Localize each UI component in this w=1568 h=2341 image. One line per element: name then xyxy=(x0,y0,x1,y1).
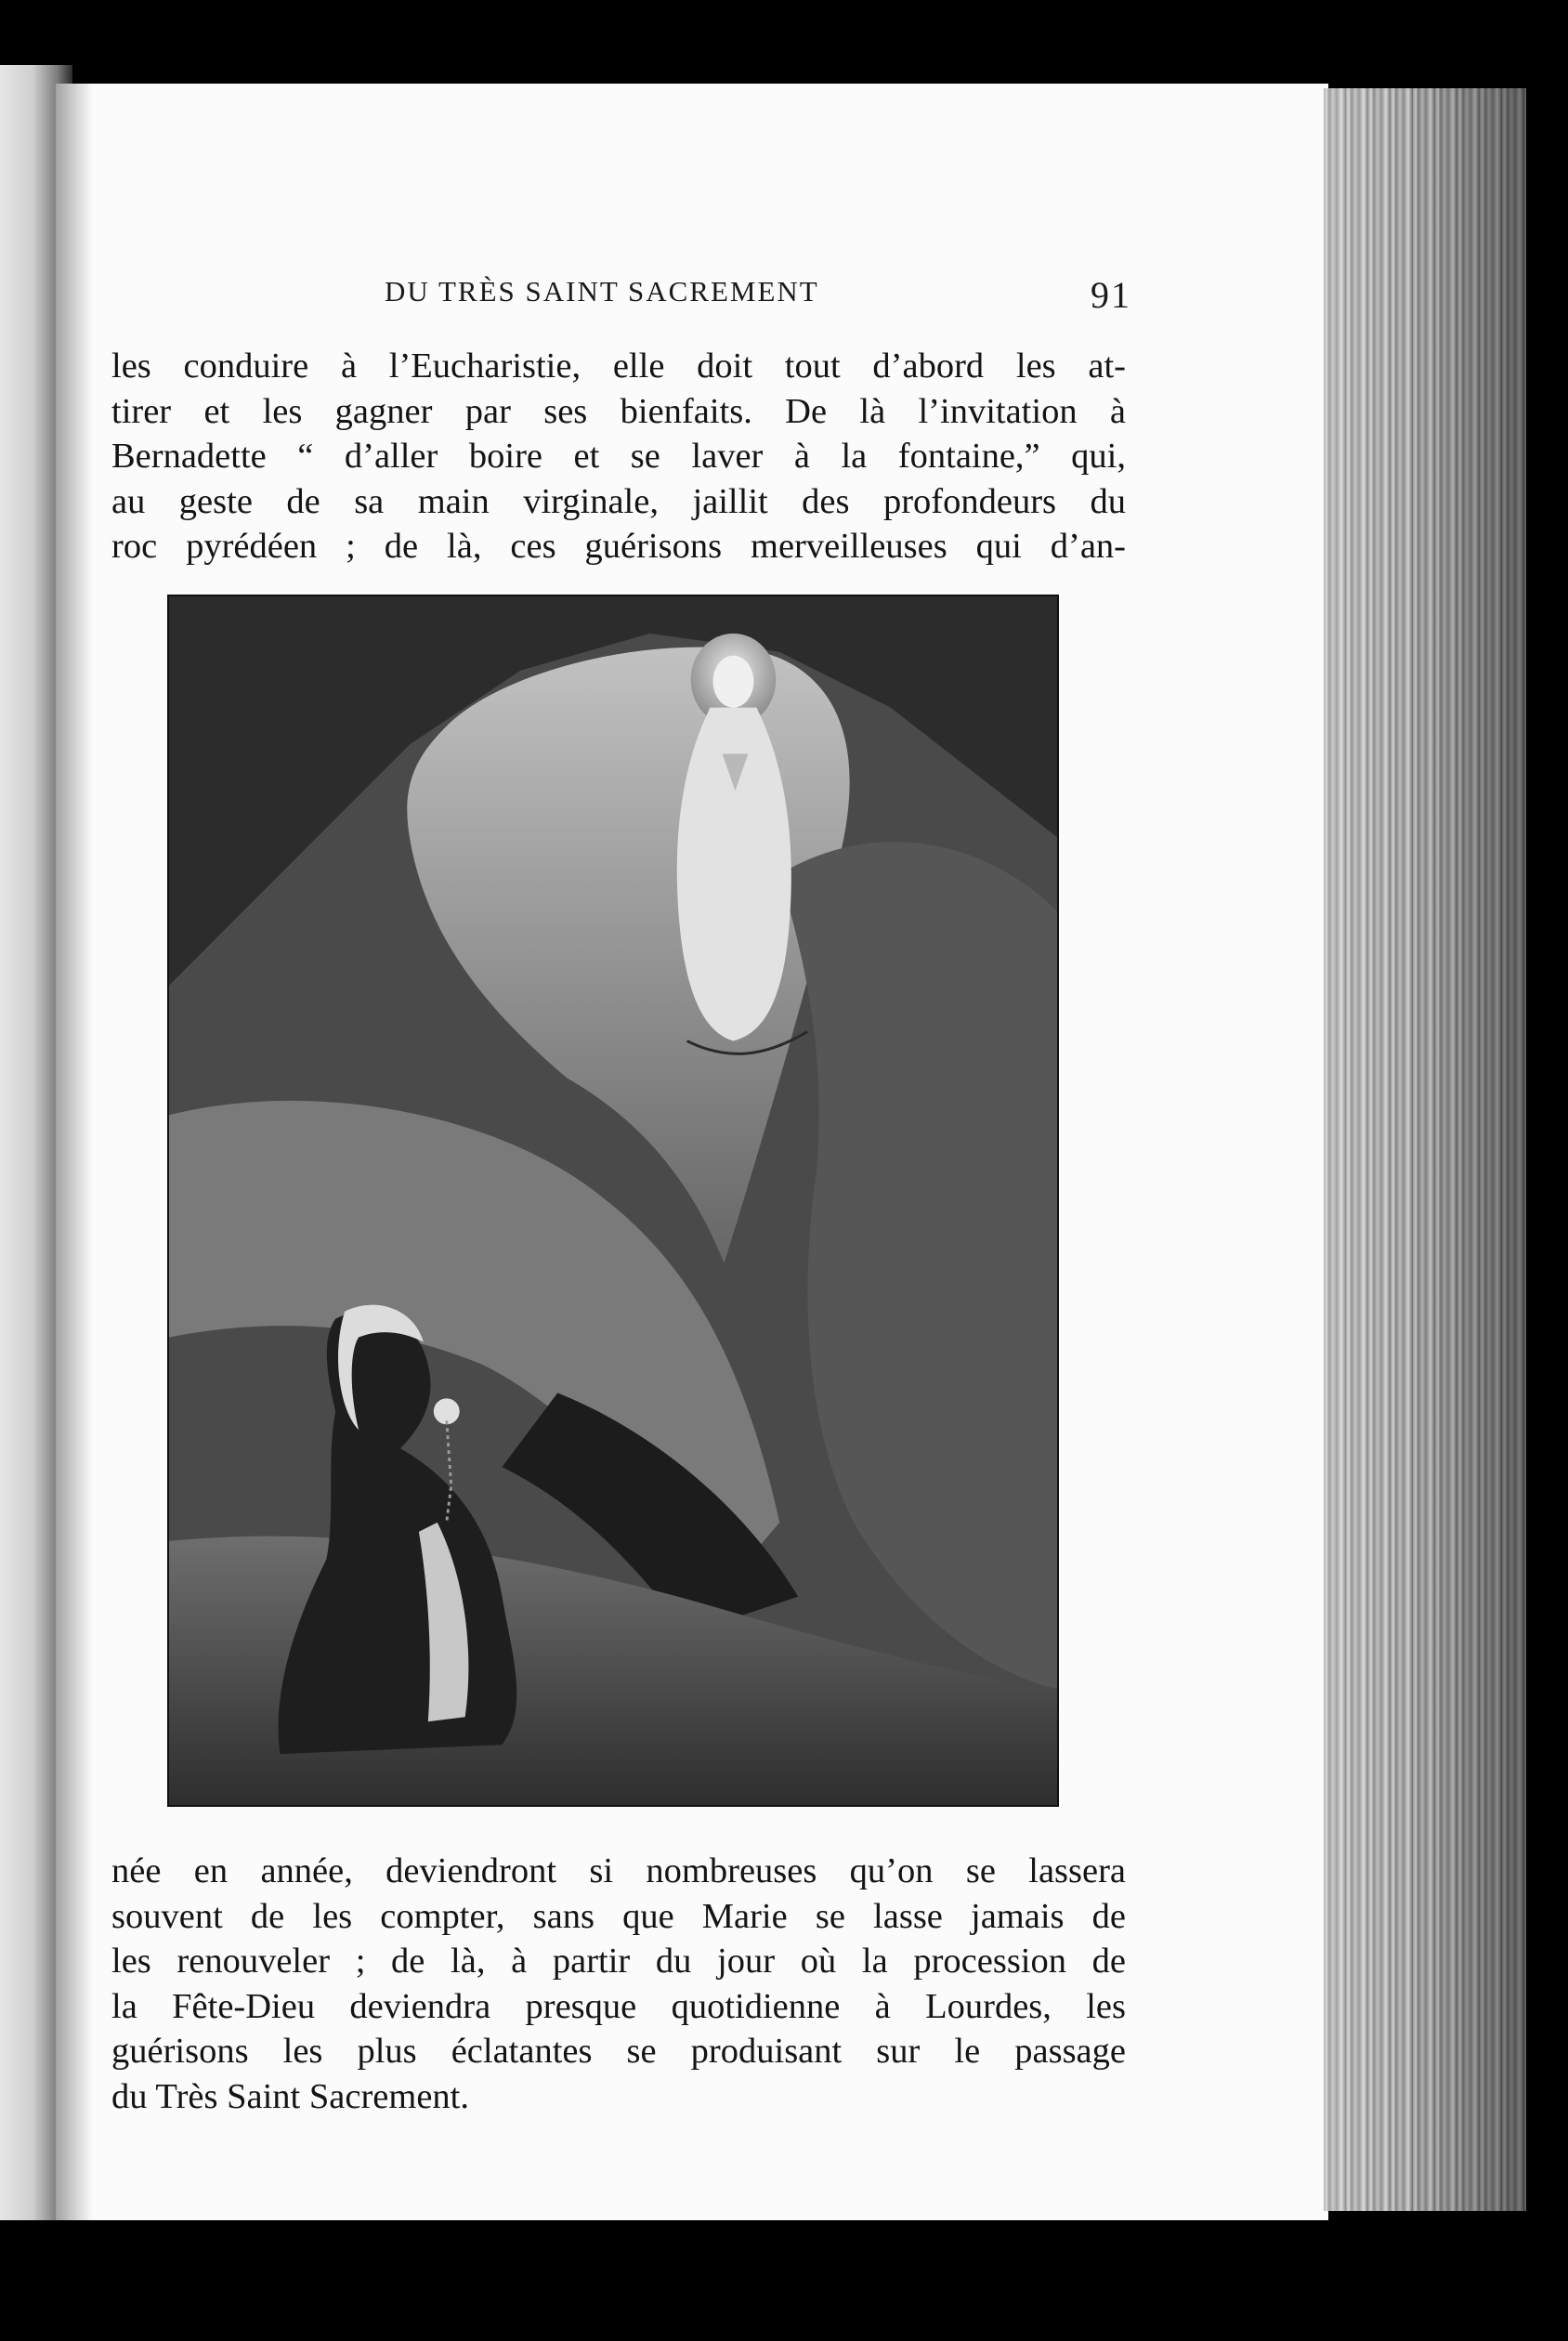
illustration-apparition-grotto xyxy=(167,595,1059,1807)
gutter-shadow xyxy=(56,84,93,2220)
text-line: les conduire à l’Eucharistie, elle doit tout d’abord les at- xyxy=(111,347,1126,386)
paragraph-bottom xyxy=(111,1849,1126,2119)
text-line: la Fête-Dieu deviendra presque quotidienne à Lourdes, les xyxy=(111,1986,1126,2026)
paragraph-top xyxy=(111,344,1126,569)
text-line: souvent de les compter, sans que Marie se lasse jamais de xyxy=(111,1896,1126,1936)
text-line: guérisons les plus éclatantes se produisant sur le passage xyxy=(111,2032,1126,2071)
running-title: DU TRÈS SAINT SACREMENT xyxy=(385,275,819,307)
book-fore-edge xyxy=(1324,88,1526,2211)
engraving-image xyxy=(169,596,1057,1805)
page-number: 91 xyxy=(1091,274,1131,316)
text-line: Bernadette “ d’aller boire et se laver à la fontaine,” qui, xyxy=(111,437,1126,476)
text-line: roc pyrédéen ; de là, ces guérisons merveilleuses qui d’an- xyxy=(111,527,1126,566)
text-line: au geste de sa main virginale, jaillit des profondeurs du xyxy=(111,481,1126,521)
text-line: du Très Saint Sacrement. xyxy=(111,2076,469,2116)
text-line: les renouveler ; de là, à partir du jour où la procession de xyxy=(111,1942,1126,1981)
text-line: tirer et les gagner par ses bienfaits. De là l’invitation à xyxy=(111,391,1126,431)
text-line: née en année, deviendront si nombreuses qu’on se lassera xyxy=(111,1851,1126,1890)
